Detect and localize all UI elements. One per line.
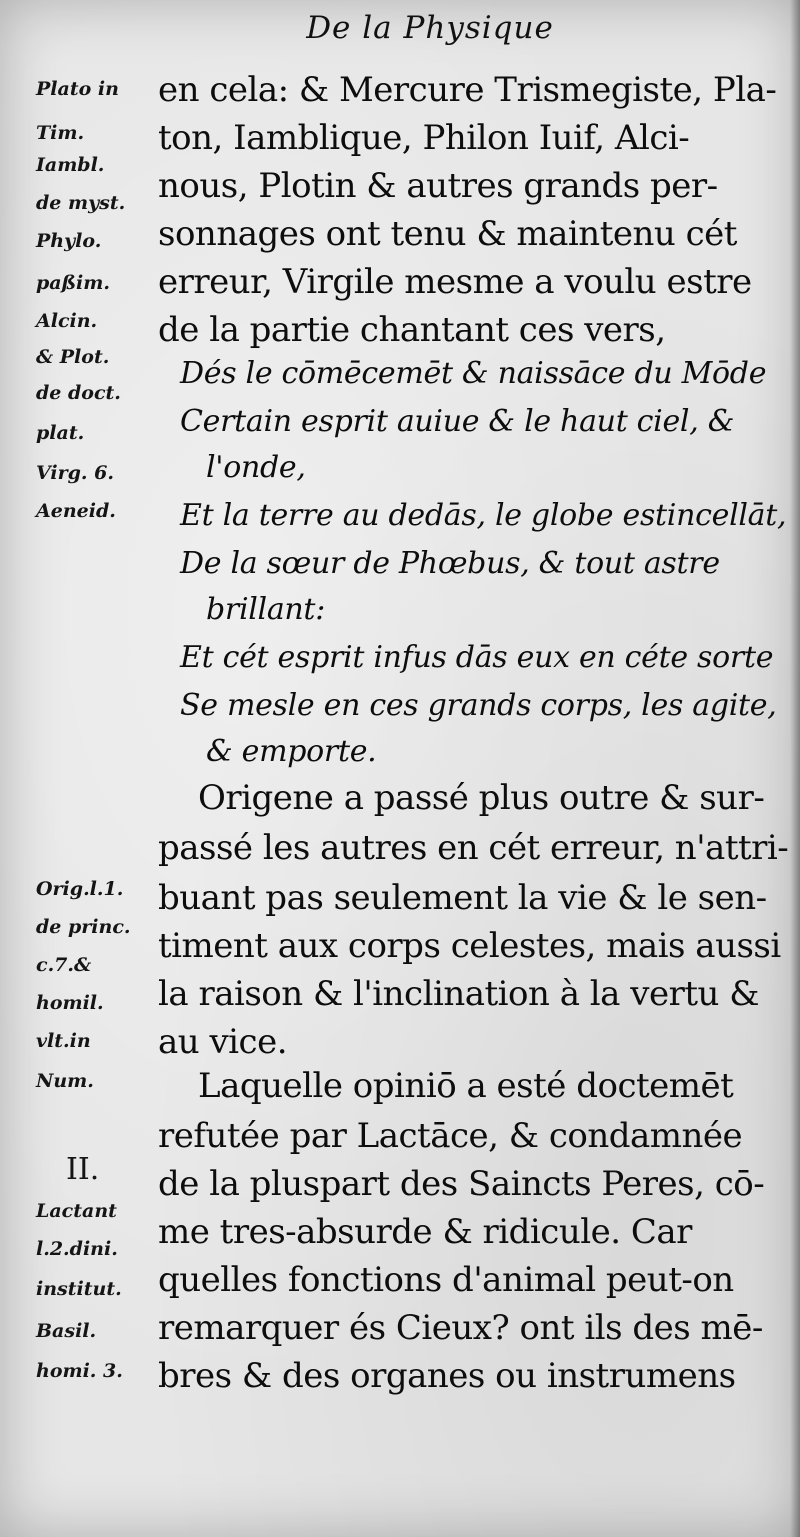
margin-note: Plato in [36, 78, 119, 100]
text-line: erreur, Virgile mesme a voulu estre [158, 262, 752, 302]
text-line: Origene a passé plus outre & sur- [198, 778, 765, 818]
margin-note: Basil. [36, 1320, 97, 1342]
margin-note: institut. [36, 1278, 122, 1300]
margin-note: homil. [36, 992, 104, 1014]
verse-line: Se mesle en ces grands corps, les agite, [180, 688, 777, 723]
verse-line: De la sœur de Phœbus, & tout astre [180, 546, 720, 581]
page-edge-shadow [790, 0, 800, 1537]
margin-note: de myst. [36, 192, 126, 214]
text-line: buant pas seulement la vie & le sen- [158, 878, 767, 918]
verse-line: Et cét esprit infus dās eux en céte sorte [180, 640, 774, 675]
margin-note: de princ. [36, 916, 131, 938]
margin-note: Aeneid. [36, 500, 116, 522]
margin-note: Alcin. [36, 310, 98, 332]
margin-note: c.7.& [36, 954, 92, 976]
verse-line: l'onde, [206, 450, 306, 485]
text-line: de la pluspart des Saincts Peres, cō- [158, 1164, 765, 1204]
text-line: ton, Iamblique, Philon Iuif, Alci- [158, 118, 690, 158]
section-number: II. [66, 1152, 100, 1187]
margin-note: Iambl. [36, 154, 105, 176]
text-line: refutée par Lactāce, & condamnée [158, 1116, 743, 1156]
margin-note: vlt.in [36, 1030, 91, 1052]
text-line: en cela: & Mercure Trismegiste, Pla- [158, 70, 777, 110]
text-line: sonnages ont tenu & maintenu cét [158, 214, 737, 254]
text-line: Laquelle opiniō a esté doctemēt [198, 1066, 734, 1106]
running-title: De la Physique [306, 10, 554, 46]
verse-line: Dés le cōmēcemēt & naissāce du Mōde [180, 356, 767, 391]
text-line: au vice. [158, 1022, 288, 1062]
text-line: quelles fonctions d'animal peut-on [158, 1260, 734, 1300]
text-line: la raison & l'inclination à la vertu & [158, 974, 759, 1014]
text-line: nous, Plotin & autres grands per- [158, 166, 718, 206]
margin-note: Tim. [36, 122, 85, 144]
text-line: passé les autres en cét erreur, n'attri- [158, 828, 789, 868]
text-line: bres & des organes ou instrumens [158, 1356, 736, 1396]
margin-note: plat. [36, 422, 85, 444]
margin-note: Lactant [36, 1200, 117, 1222]
margin-note: l.2.dini. [36, 1238, 118, 1260]
text-line: timent aux corps celestes, mais aussi [158, 926, 781, 966]
verse-line: Certain esprit auiue & le haut ciel, & [180, 404, 735, 439]
margin-note: Phylo. [36, 230, 102, 252]
margin-note: Virg. 6. [36, 462, 114, 484]
verse-line: brillant: [206, 592, 325, 627]
margin-note: de doct. [36, 382, 121, 404]
margin-note: homi. 3. [36, 1360, 123, 1382]
margin-note: Num. [36, 1070, 94, 1092]
margin-note: & Plot. [36, 346, 110, 368]
verse-line: & emporte. [206, 734, 377, 769]
text-line: remarquer és Cieux? ont ils des mē- [158, 1308, 763, 1348]
margin-note: Orig.l.1. [36, 878, 124, 900]
margin-note: paßim. [36, 272, 110, 294]
verse-line: Et la terre au dedās, le globe estincellāt, [180, 498, 787, 533]
text-line: de la partie chantant ces vers, [158, 310, 666, 350]
text-line: me tres-absurde & ridicule. Car [158, 1212, 692, 1252]
